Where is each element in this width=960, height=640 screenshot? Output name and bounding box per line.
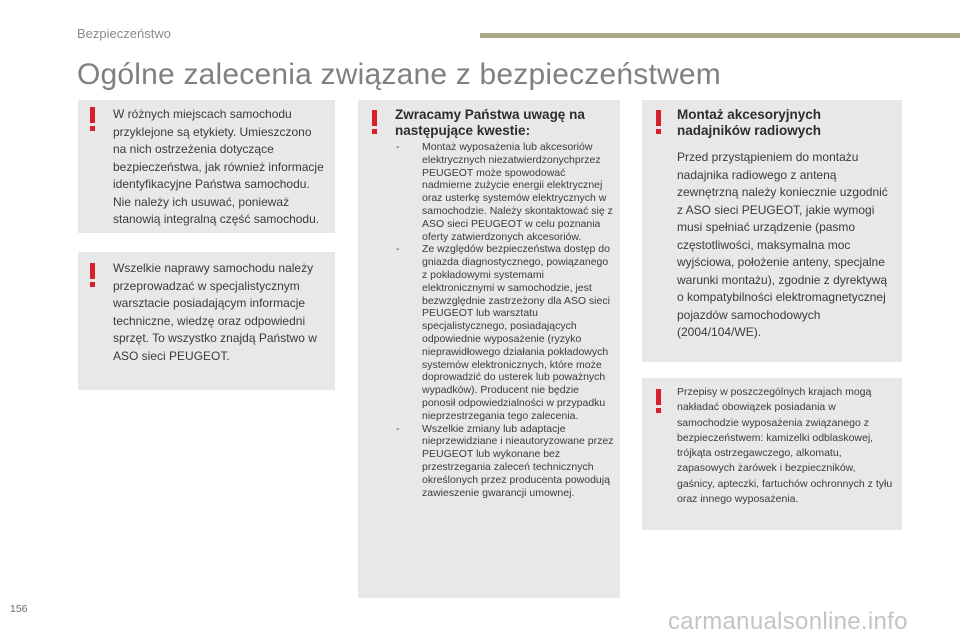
attention-list	[358, 141, 614, 499]
attention-heading: Zwracamy Państwa uwagę na następujące kwestie:	[395, 107, 585, 138]
info-box-repairs	[78, 252, 335, 390]
watermark: carmanualsonline.info	[668, 608, 908, 635]
list-item-text: Montaż wyposażenia lub akcesoriów elektrycznych niezatwierdzonychprzez PEUGEOT może spowodować nadmierne zużycie energii elektrycznej oraz usterkę systemów elektrycznych w samochodzie. Należy skontaktować się z ASO sieci PEUGEOT w celu poznania oferty zatwierdzonych akcesoriów.	[422, 141, 613, 243]
repairs-text: Wszelkie naprawy samochodu należy przeprowadzać w specjalistycznym warsztacie posiadającym informacje techniczne, wiedzę oraz odpowiedni sprzęt. To wszystko znajdą Państwo w ASO sieci PEUGEOT.	[113, 261, 317, 363]
info-box-attention	[358, 100, 620, 598]
warning-exclamation-icon	[652, 109, 666, 135]
page-title: Ogólne zalecenia związane z bezpieczeństwem	[77, 58, 721, 91]
warning-exclamation-icon	[652, 388, 666, 414]
list-item-text: Ze względów bezpieczeństwa dostęp do gniazda diagnostycznego, powiązanego z pokładowymi systemami elektronicznymi w samochodzie, jest bezwzględnie zastrzeżony dla ASO sieci PEUGEOT lub warsztatu specjalistycznego, posiadających odpowiednie wyposażenie (ryzyko nieprawidłowego działania pokładowych systemów elektronicznych, które może doprowadzić do usterek lub poważnych wypadków). Producent nie będzie ponosił odpowiedzialności w przypadku nieprzestrzegania tego zalecenia.	[422, 243, 610, 422]
list-dash: -	[396, 243, 400, 256]
radio-heading: Montaż akcesoryjnych nadajników radiowych	[677, 107, 822, 138]
warning-exclamation-icon	[368, 109, 382, 135]
list-item	[360, 141, 614, 243]
regulations-text: Przepisy w poszczególnych krajach mogą nakładać obowiązek posiadania w samochodzie wyposażenia związanego z bezpieczeństwem: kamizelki odblaskowej, trójkąta ostrzegawczego, alkomatu, zapasowych żarówek i bezpieczników, gaśnicy, apteczki, fartuchów ochronnych z tyłu oraz innego wyposażenia.	[677, 386, 893, 506]
list-dash: -	[396, 422, 400, 435]
list-item-text: Wszelkie zmiany lub adaptacje nieprzewidziane i nieautoryzowane przez PEUGEOT lub wykonane bez przestrzegania zaleceń technicznych określonych przez producenta powodują zawieszenie gwarancji umownej.	[422, 422, 614, 499]
warning-exclamation-icon	[86, 262, 100, 288]
warning-exclamation-icon	[86, 106, 100, 132]
page-number: 156	[10, 603, 28, 615]
info-box-labels	[78, 100, 335, 233]
labels-text: W różnych miejscach samochodu przyklejone są etykiety. Umieszczono na nich ostrzeżenia dotyczące bezpieczeństwa, jak również informacje identyfikacyjne Państwa samochodu. Nie należy ich usuwać, ponieważ stanowią integralną część samochodu.	[113, 107, 324, 226]
info-box-radio-transmitters	[642, 100, 902, 362]
list-item	[360, 243, 614, 422]
list-item	[360, 423, 614, 500]
list-dash: -	[396, 141, 400, 153]
section-header: Bezpieczeństwo	[77, 26, 171, 41]
radio-text: Przed przystąpieniem do montażu nadajnika radiowego z anteną zewnętrzną należy koniecznie uzgodnić z ASO sieci PEUGEOT, jakie wymogi musi spełniać urządzenie (pasmo częstotliwości, maksymalna moc wyjściowa, położenie anteny, specjalne warunki montażu), zgodnie z dyrektywą o kompatybilności elektromagnetycznej pojazdów samochodowych (2004/104/WE).	[677, 150, 888, 339]
header-accent-bar	[480, 33, 960, 38]
info-box-country-regulations	[642, 378, 902, 530]
